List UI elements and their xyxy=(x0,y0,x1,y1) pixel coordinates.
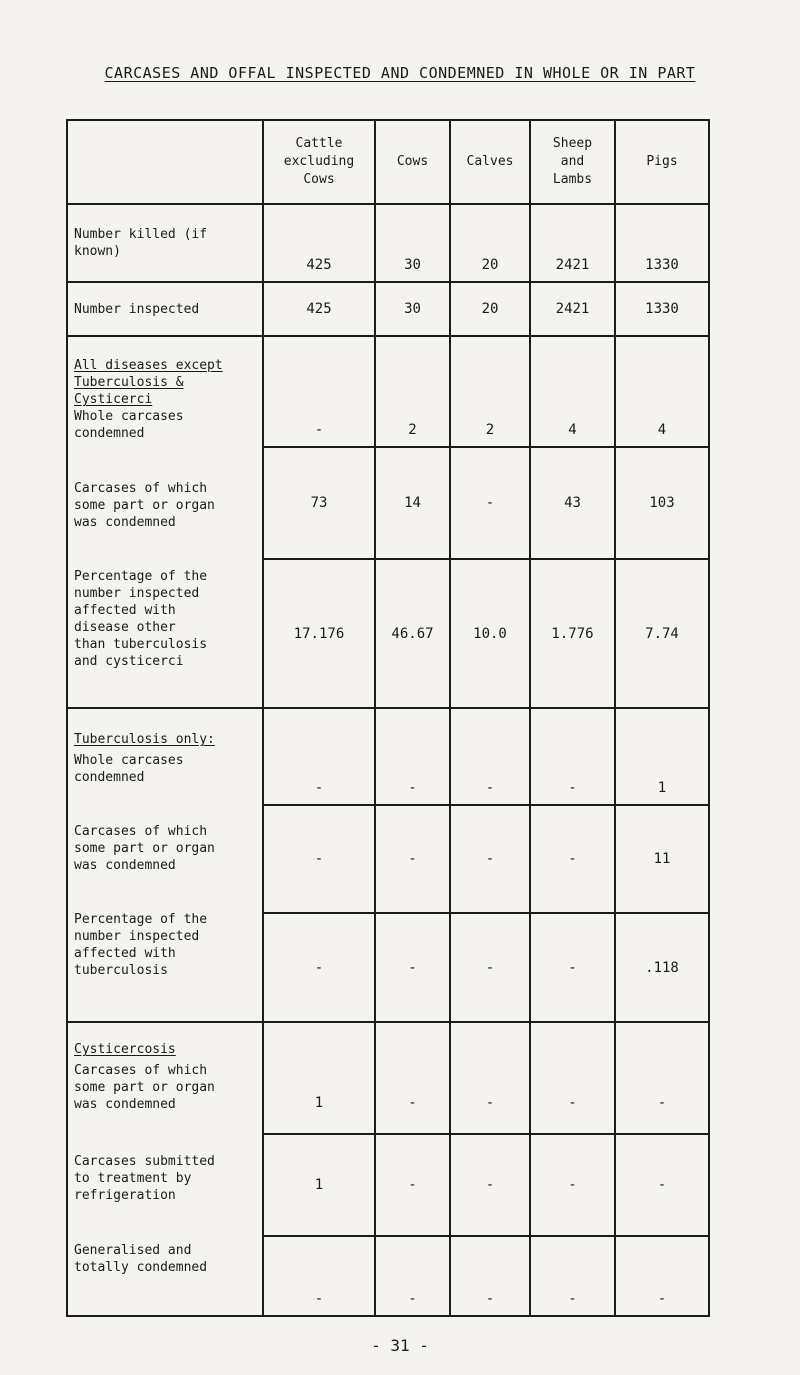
cell: 73 xyxy=(263,447,375,559)
cell: - xyxy=(263,913,375,1022)
row-all-whole xyxy=(67,336,709,447)
cell: - xyxy=(375,805,450,913)
cell: 2 xyxy=(450,336,530,447)
cell: - xyxy=(263,708,375,805)
row-tb-whole xyxy=(67,708,709,805)
header-sheep: Sheep and Lambs xyxy=(530,120,615,204)
cell: - xyxy=(530,1134,615,1236)
cell: 11 xyxy=(615,805,709,913)
header-calves: Calves xyxy=(450,120,530,204)
cell: - xyxy=(530,1022,615,1134)
header-cattle: Cattle excluding Cows xyxy=(263,120,375,204)
row-label: Number inspected xyxy=(67,282,263,336)
page-title: CARCASES AND OFFAL INSPECTED AND CONDEMNED IN WHOLE OR IN PART xyxy=(104,64,696,82)
cell: 2421 xyxy=(530,204,615,282)
cell: - xyxy=(450,447,530,559)
cell: - xyxy=(450,1236,530,1316)
cell: 46.67 xyxy=(375,559,450,708)
cell: 43 xyxy=(530,447,615,559)
inspection-table xyxy=(66,119,710,1317)
cell: - xyxy=(450,708,530,805)
cell: - xyxy=(615,1022,709,1134)
header-pigs: Pigs xyxy=(615,120,709,204)
cell: - xyxy=(450,1022,530,1134)
cell: 1330 xyxy=(615,204,709,282)
cell: 425 xyxy=(263,204,375,282)
cell: 4 xyxy=(615,336,709,447)
cell: 17.176 xyxy=(263,559,375,708)
section-cyst-labels: Cysticercosis Carcases of which some part or organ was condemned Carcases submitted to treatment by refrigeration Generalised and totally condemned xyxy=(67,1022,263,1316)
cell: 2421 xyxy=(530,282,615,336)
cell: - xyxy=(263,805,375,913)
cell: 1330 xyxy=(615,282,709,336)
section-tb-labels: Tuberculosis only: Whole carcases condemned Carcases of which some part or organ was condemned Percentage of the number inspected affected with tuberculosis xyxy=(67,708,263,1022)
cell: 1 xyxy=(263,1022,375,1134)
cell: .118 xyxy=(615,913,709,1022)
cell: - xyxy=(450,1134,530,1236)
page-number: - 31 - xyxy=(371,1336,429,1355)
cell: - xyxy=(375,1022,450,1134)
cell: - xyxy=(263,1236,375,1316)
cell: - xyxy=(450,805,530,913)
cell: - xyxy=(615,1236,709,1316)
cell: - xyxy=(375,1134,450,1236)
cell: - xyxy=(450,913,530,1022)
cell: 30 xyxy=(375,282,450,336)
cell: 1 xyxy=(263,1134,375,1236)
cell: 2 xyxy=(375,336,450,447)
cell: - xyxy=(530,708,615,805)
cell: - xyxy=(530,805,615,913)
row-number-killed xyxy=(67,204,709,282)
cell: - xyxy=(530,1236,615,1316)
cell: - xyxy=(615,1134,709,1236)
cell: 20 xyxy=(450,282,530,336)
cell: - xyxy=(530,913,615,1022)
cell: 425 xyxy=(263,282,375,336)
cell: 4 xyxy=(530,336,615,447)
header-blank-cell xyxy=(67,120,263,204)
cell: 1.776 xyxy=(530,559,615,708)
cell: 103 xyxy=(615,447,709,559)
cell: 14 xyxy=(375,447,450,559)
cell: - xyxy=(375,708,450,805)
cell: - xyxy=(375,1236,450,1316)
cell: 30 xyxy=(375,204,450,282)
row-number-inspected xyxy=(67,282,709,336)
row-label: Number killed (if known) xyxy=(67,204,263,282)
cell: 1 xyxy=(615,708,709,805)
cell: 10.0 xyxy=(450,559,530,708)
section-all-diseases-labels: All diseases except Tuberculosis & Cysticerci Whole carcases condemned Carcases of which some part or organ was condemned Percentage of the number inspected affected with disease other than tuberculosis and cysticerci xyxy=(67,336,263,708)
header-cows: Cows xyxy=(375,120,450,204)
cell: - xyxy=(375,913,450,1022)
cell: - xyxy=(263,336,375,447)
cell: 20 xyxy=(450,204,530,282)
header-row xyxy=(67,120,709,204)
cell: 7.74 xyxy=(615,559,709,708)
row-cyst-part xyxy=(67,1022,709,1134)
